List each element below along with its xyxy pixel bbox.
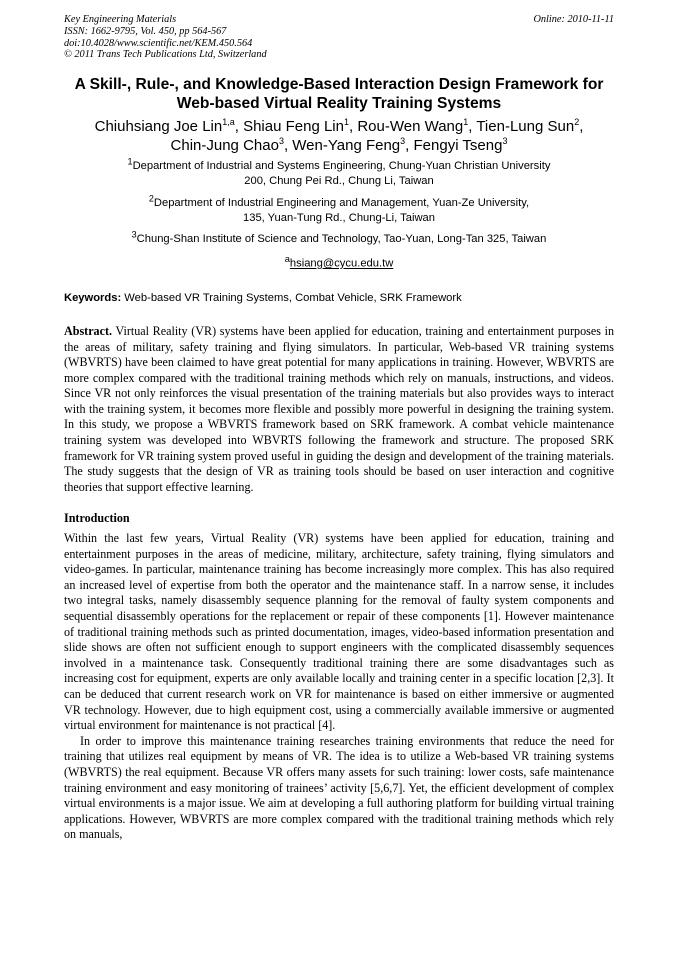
author-name: Tien-Lung Sun — [476, 118, 575, 136]
paper-title-line-2: Web-based Virtual Reality Training Systems — [176, 95, 502, 113]
author-line-2 — [64, 136, 614, 155]
affiliation-text: Department of Industrial Engineering and Management, Yuan-Ze University, — [153, 197, 530, 210]
affiliation-text: Department of Industrial and Systems Engineering, Chung-Yuan Christian University — [132, 160, 551, 173]
affiliation-address: 200, Chung Pei Rd., Chung Li, Taiwan — [244, 175, 434, 188]
author-separator: , — [349, 118, 358, 136]
paper-page — [64, 14, 614, 843]
email-link[interactable]: hsiang@cycu.edu.tw — [289, 257, 394, 270]
affiliation-mark: 2 — [148, 193, 154, 204]
affiliation-line — [64, 193, 614, 211]
author-name: Chin-Jung Chao — [170, 137, 279, 155]
author-line-1 — [64, 117, 614, 136]
author-list — [64, 117, 614, 155]
author-separator: , — [234, 118, 244, 136]
affiliation-address: 135, Yuan-Tung Rd., Chung-Li, Taiwan — [243, 212, 435, 225]
introduction-heading: Introduction — [64, 511, 130, 526]
affiliation-1 — [64, 156, 614, 189]
author-name: Shiau Feng Lin — [243, 118, 344, 136]
keywords-section — [64, 291, 614, 306]
author-name: Rou-Wen Wang — [357, 118, 464, 136]
corresponding-email — [64, 252, 614, 272]
copyright-line: © 2011 Trans Tech Publications Ltd, Switzerland — [64, 49, 267, 61]
paper-title — [64, 75, 614, 113]
author-affiliation-mark: 1 — [463, 117, 469, 128]
affiliation-line — [64, 229, 614, 247]
author-affiliation-mark: 3 — [502, 136, 508, 147]
author-affiliation-mark: 1 — [343, 117, 349, 128]
author-affiliation-mark: 3 — [278, 136, 284, 147]
author-affiliation-mark: 1,a — [222, 117, 235, 128]
doi-line: doi:10.4028/www.scientific.net/KEM.450.564 — [64, 37, 253, 49]
introduction-paragraph-2: In order to improve this maintenance training researches training environments that reduce the need for training that utilizes real equipment by means of VR. The idea is to utilize a Web-based VR training systems (WBVRTS) the real equipment. Because VR offers many assets for such training: lower costs, safe maintenance training environment and easy monitoring of trainees’ activity [5,6,7]. Yet, the efficient development of complex virtual environments is a major issue. We aim at developing a full authoring platform for building virtual training applications. However, WBVRTS are more complex compared with the traditional training methods which rely on manuals, — [64, 733, 614, 842]
author-name: Wen-Yang Feng — [292, 137, 401, 155]
journal-header — [64, 14, 614, 61]
author-separator: , — [283, 137, 293, 155]
abstract-label: Abstract. — [64, 323, 113, 338]
introduction-paragraph-1: Within the last few years, Virtual Reality (VR) systems have been applied for education, training and entertainment purposes in the areas of medicine, military, architecture, safety training, flying simulators and video-games. In particular, maintenance training has become increasingly more complex. This has also required an increased level of expertise from both the operator and the maintenance staff. In a narrow sense, it includes two integral tasks, namely disassembly sequence planning for the removal of faulty system components and sequential disassembly operations for the replacement or repair of these components [1]. However maintenance of traditional training methods such as printed documentation, images, video-based information presentation and slide shows are often not sufficient enough to support engineers with the complicated disassembly sequences involved in a maintenance task. Consequently traditional training there are some disadvantages such as increasing cost for equipment, experts are only available locally and training center in a specific location [2,3]. It can be deduced that current research work on VR for maintenance is based on either immersive or augmented VR technology. However, due to high equipment cost, using a commercially available immersive or augmented virtual environment for maintenance is not practical [4]. — [64, 531, 614, 733]
affiliation-line — [64, 156, 614, 174]
author-affiliation-mark: 3 — [400, 136, 406, 147]
keywords-label: Keywords: — [64, 291, 122, 304]
author-separator: , — [405, 137, 414, 155]
affiliation-mark: 1 — [127, 156, 133, 167]
affiliation-2 — [64, 193, 614, 226]
journal-name: Key Engineering Materials — [64, 14, 177, 25]
author-name: Fengyi Tseng — [413, 137, 503, 155]
author-name: Chiuhsiang Joe Lin — [94, 118, 223, 136]
affiliation-mark: 3 — [131, 229, 137, 240]
abstract-section — [64, 324, 614, 496]
affiliation-3 — [64, 229, 614, 247]
email-mark: a — [284, 254, 290, 265]
keywords-text: Web-based VR Training Systems, Combat Vehicle, SRK Framework — [121, 291, 462, 304]
issn-line: ISSN: 1662-9795, Vol. 450, pp 564-567 — [64, 25, 227, 37]
online-date: Online: 2010-11-11 — [533, 14, 614, 25]
paper-title-line-1: A Skill-, Rule-, and Knowledge-Based Interaction Design Framework for — [74, 76, 604, 94]
affiliation-text: Chung-Shan Institute of Science and Technology, Tao-Yuan, Long-Tan 325, Taiwan — [136, 233, 547, 246]
abstract-text: Virtual Reality (VR) systems have been applied for education, training and entertainment purposes in the areas of military, safety training and flying simulators. In particular, Web-based VR training systems (WBVRTS) have been claimed to have great potential for many applications in training. However, WBVRTS are more complex compared with the traditional training methods which rely on manuals, instructions, and videos. Since VR not only reinforces the visual presentation of the training materials but also provides ways to interact with the training system, it becomes more flexible and possibly more powerful in designing the training system. In this study, we propose a WBVRTS framework based on SRK framework. A combat vehicle maintenance training system was developed into WBVRTS following the framework and structure. The proposed SRK framework for VR training system proved useful in guiding the design and development of the training materials. The study suggests that the design of VR as training tools should be based on user interaction and cognitive theories that support effective learning. — [64, 323, 614, 494]
author-separator: , — [468, 118, 477, 136]
author-separator: , — [579, 118, 584, 136]
author-affiliation-mark: 2 — [574, 117, 580, 128]
